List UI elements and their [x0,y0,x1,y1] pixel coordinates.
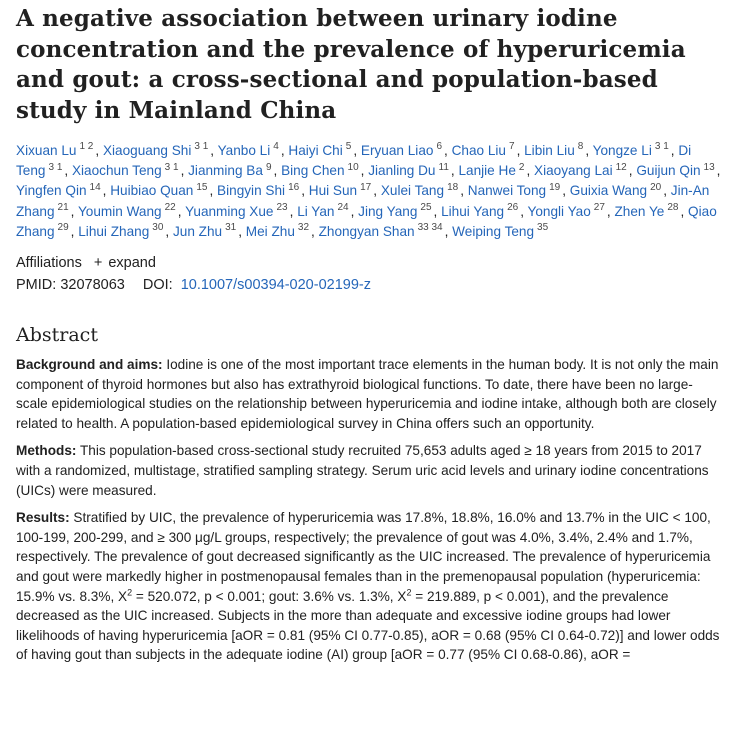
background-text: Iodine is one of the most important trace elements in the human body. It is not only the main component of thyroid hormones but also has extrathyroid biological functions. To date, there have been no large-scale epidemiological studies on the relationship between hyperuricemia and iodine intake, although both are closely related to health. A population-based epidemiological survey in China offers such an opportunity. [16,357,719,431]
author-link[interactable]: Yongli Yao [527,203,591,219]
affiliation-number[interactable]: 3 1 [194,141,209,153]
abstract-heading: Abstract [16,324,98,347]
author-link[interactable]: Huibiao Quan [110,183,194,199]
author-link[interactable]: Qiao Zhang [16,203,717,239]
affiliation-number[interactable]: 24 [337,202,349,214]
author-link[interactable]: Yingfen Qin [16,183,87,199]
results-text-3: = 219.889, p < 0.001), and the prevalence decreased as the UIC increased. Subjects in the more than adequate and excessive iodine groups had lower likelihoods of having hyperuricemia [aOR = 0.81 (95% CI 0.77-0.85), aOR = 0.68 (95% CI 0.64-0.72)] and lower odds of having gout than subjects in the adequate iodine (AI) group [aOR = 0.77 (95% CI 0.68-0.86), aOR = [16,588,720,663]
author-link[interactable]: Youmin Wang [77,203,162,219]
author-link[interactable]: Xulei Tang [380,183,445,199]
affiliation-number[interactable]: 3 1 [654,141,669,153]
affiliation-number[interactable]: 12 [615,161,627,173]
affiliation-number[interactable]: 5 [345,141,352,153]
affiliation-number[interactable]: 13 [703,161,715,173]
affiliation-number[interactable]: 6 [436,141,443,153]
abstract-background [16,355,722,433]
author-link[interactable]: Guixia Wang [569,183,648,199]
affiliation-number[interactable]: 30 [152,222,164,234]
author-link[interactable]: Li Yan [297,203,335,219]
affiliation-number[interactable]: 4 [273,141,279,153]
author-link[interactable]: Yongze Li [592,143,652,158]
affiliations-label: Affiliations [16,255,82,272]
expand-label: expand [108,255,156,272]
author-link[interactable]: Jin-An Zhang [16,183,710,219]
author-link[interactable]: Mei Zhu [245,223,295,239]
background-label: Background and aims: [16,357,163,373]
author-link[interactable]: Haiyi Chi [288,143,343,158]
results-label: Results: [16,510,70,526]
affiliation-number[interactable]: 3 1 [164,161,179,173]
author-link[interactable]: Weiping Teng [452,223,535,239]
author-link[interactable]: Xiaoguang Shi [102,143,192,158]
affiliation-number[interactable]: 18 [447,181,459,193]
affiliation-number[interactable]: 2 [518,161,525,173]
results-text-1: Stratified by UIC, the prevalence of hyperuricemia was 17.8%, 18.8%, 16.0% and 13.7% in the UIC < 100, 100-199, 200-299, and ≥ 300 μg/L groups, respectively; the prevalence of gout was 4.0%, 3.4%, 2.4% and 1.7%, respectively. The prevalence of gout decreased significantly as the UIC increased. The prevalence of hyperuricemia and gout were markedly higher in postmenopausal females than in the premenopausal population (hyperuricemia: 15.9% vs. 8.3%, X [16,510,711,604]
abstract-methods [16,441,722,500]
author-link[interactable]: Lihui Yang [441,203,505,219]
results-text-2: = 520.072, p < 0.001; gout: 3.6% vs. 1.3%, X [132,588,407,604]
affiliation-number[interactable]: 35 [537,222,549,234]
author-link[interactable]: Jianming Ba [188,163,263,179]
author-link[interactable]: Yanbo Li [217,143,271,158]
affiliation-number[interactable]: 1 2 [79,141,94,153]
affiliation-number[interactable]: 19 [549,181,561,193]
doi-link[interactable]: 10.1007/s00394-020-02199-z [180,277,371,294]
affiliation-number[interactable]: 14 [89,181,101,193]
chi-square-superscript: 2 [127,587,133,598]
article-title: A negative association between urinary iodine concentration and the prevalence of hyperuricemia and gout: a cross-sectional and population-based study in Mainland China [16,5,686,124]
affiliation-number[interactable]: 20 [650,181,662,193]
article-content [16,0,722,665]
author-link[interactable]: Yuanming Xue [185,203,274,219]
author-link[interactable]: Jun Zhu [172,223,223,239]
affiliation-number[interactable]: 31 [225,222,237,234]
author-link[interactable]: Xixuan Lu [16,143,77,158]
affiliation-number[interactable]: 7 [509,141,515,153]
affiliation-number[interactable]: 10 [347,161,359,173]
author-link[interactable]: Di Teng [16,143,692,179]
affiliation-number[interactable]: 33 34 [417,222,443,234]
affiliation-number[interactable]: 15 [196,181,208,193]
author-link[interactable]: Lanjie He [458,163,516,179]
author-link[interactable]: Guijun Qin [636,163,701,179]
affiliation-number[interactable]: 3 1 [48,161,63,173]
author-link[interactable]: Hui Sun [308,183,358,199]
affiliation-number[interactable]: 23 [276,202,288,214]
author-list: Xixuan Lu $^{1 2}$ , Xiaoguang Shi $^{3 1}$ , Yanbo Li $^4$ , Haiyi Chi $^5$ , Eryuan Liao $^6$ , Chao Liu $^7$ , Libin Liu $^8$ , Yongze Li $^{3 1}$ , Di Teng $^{3 1}$ , Xiaochun Teng $^{3 1}$ , Jianming Ba $^9$ , Bing Chen $^{10}$ , Jianling Du $^{11}$ , Lanjie He $^2$ , Xiaoyang Lai $^{12}$ , Guijun Qin $^{13}$ , Yingfen Qin $^{14}$ , Huibiao Quan $^{15}$ , Bingyin Shi $^{16}$ , Hui Sun $^{17}$ , Xulei Tang $^{18}$ , Nanwei Tong $^{19}$ , Guixia Wang $^{20}$ , Jin-An Zhang $^{21}$ , Youmin Wang $^{22}$ , Yuanming Xue $^{23}$ , Li Yan $^{24}$ , Jing Yang $^{25}$ , Lihui Yang $^{26}$ , Yongli Yao $^{27}$ , Zhen Ye $^{28}$ , Qiao Zhang $^{29}$ , Lihui Zhang $^{30}$ , Jun Zhu $^{31}$ , Mei Zhu $^{32}$ , Zhongyan Shan $^{33 34}$ , Weiping Teng $^{35}$ [16,141,721,239]
affiliation-number[interactable]: 22 [164,202,176,214]
abstract-results [16,508,722,665]
doi-label: DOI: [142,277,173,294]
affiliation-number[interactable]: 32 [297,222,310,234]
identifiers-row [16,274,722,296]
affiliation-number[interactable]: 11 [438,161,449,173]
affiliations-expand-button[interactable] [94,255,156,271]
author-link[interactable]: Eryuan Liao [360,143,434,158]
article-meta [16,252,722,296]
author-link[interactable]: Bing Chen [281,163,345,179]
methods-label: Methods: [16,443,77,459]
affiliation-number[interactable]: 21 [57,202,69,214]
author-link[interactable]: Jing Yang [358,203,418,219]
affiliation-number[interactable]: 25 [420,202,432,214]
author-link[interactable]: Xiaochun Teng [71,163,162,179]
affiliation-number[interactable]: 29 [57,222,69,234]
affiliation-number[interactable]: 16 [288,181,300,193]
chi-square-superscript: 2 [406,587,412,598]
author-link[interactable]: Xiaoyang Lai [534,163,613,179]
affiliation-number[interactable]: 17 [360,181,372,193]
author-link[interactable]: Libin Liu [524,143,575,158]
author-link[interactable]: Jianling Du [368,163,436,179]
affiliation-number[interactable]: 8 [577,141,584,153]
affiliation-number[interactable]: 26 [507,202,519,214]
author-link[interactable]: Lihui Zhang [78,223,150,239]
affiliation-number[interactable]: 28 [667,202,679,214]
author-link[interactable]: Bingyin Shi [217,183,286,199]
pmid-value: 32078063 [60,277,125,294]
pmid-label: PMID: [16,277,57,294]
affiliation-number[interactable]: 9 [265,161,272,173]
author-link[interactable]: Zhen Ye [614,203,665,219]
methods-text: This population-based cross-sectional study recruited 75,653 adults aged ≥ 18 years from 2015 to 2017 with a randomized, multistage, stratified sampling strategy. Serum uric acid levels and urinary iodine concentrations (UICs) were measured. [16,443,709,498]
abstract-body [16,355,722,665]
author-link[interactable]: Zhongyan Shan [318,223,415,239]
affiliation-number[interactable]: 27 [593,202,605,214]
author-link[interactable]: Chao Liu [451,143,506,158]
plus-icon: + [93,255,103,272]
author-link[interactable]: Nanwei Tong [467,183,547,199]
affiliations-row [16,252,722,274]
